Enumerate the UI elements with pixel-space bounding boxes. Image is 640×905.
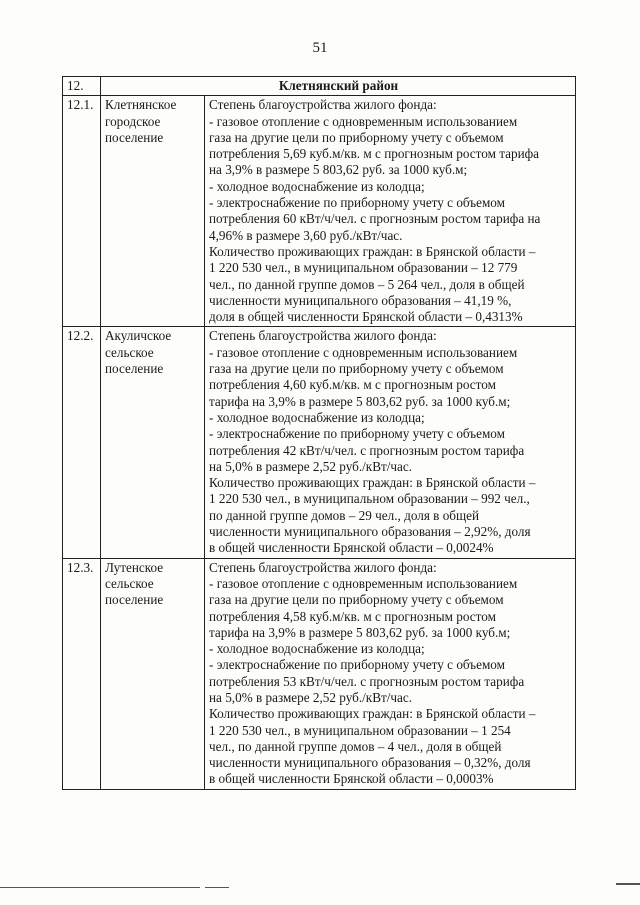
table-body bbox=[63, 77, 576, 790]
description-line: чел., по данной группе домов – 4 чел., доля в общей bbox=[209, 738, 502, 754]
description-line: потребления 53 кВт/ч/чел. с прогнозным ростом тарифа bbox=[209, 673, 525, 689]
description-line: потребления 42 кВт/ч/чел. с прогнозным ростом тарифа bbox=[209, 442, 525, 458]
settlements-table bbox=[62, 76, 576, 790]
description-line: тарифа на 3,9% в размере 5 803,62 руб. за 1000 куб.м; bbox=[209, 393, 511, 409]
settlement-name-line: Акуличское bbox=[105, 328, 172, 344]
description-line: на 5,0% в размере 2,52 руб./кВт/час. bbox=[209, 689, 413, 705]
table-header-row bbox=[63, 77, 576, 96]
description-line: численности муниципального образования – 2,92%, доля bbox=[209, 524, 531, 540]
row-number: 12.2. bbox=[63, 327, 101, 558]
description-line: потребления 5,69 куб.м/кв. м с прогнозным ростом тарифа bbox=[209, 146, 540, 162]
description-line: чел., по данной группе домов – 5 264 чел., доля в общей bbox=[209, 276, 525, 292]
settlement-name-line: Лутенское bbox=[105, 559, 164, 575]
description-line: - холодное водоснабжение из колодца; bbox=[209, 409, 425, 425]
description-line: 1 220 530 чел., в муниципальном образовании – 12 779 bbox=[209, 260, 518, 276]
description-line: численности муниципального образования – 0,32%, доля bbox=[209, 755, 531, 771]
region-title: Клетнянский район bbox=[101, 77, 576, 96]
description-line: Степень благоустройства жилого фонда: bbox=[209, 559, 437, 575]
settlement-description bbox=[205, 327, 576, 558]
description-line: 4,96% в размере 3,60 руб./кВт/час. bbox=[209, 227, 403, 243]
description-line: на 3,9% в размере 5 803,62 руб. за 1000 куб.м; bbox=[209, 162, 468, 178]
description-line: газа на другие цели по приборному учету с объемом bbox=[209, 361, 504, 377]
description-line: потребления 4,58 куб.м/кв. м с прогнозным ростом bbox=[209, 608, 496, 624]
table-row bbox=[63, 558, 576, 789]
description-line: потребления 4,60 куб.м/кв. м с прогнозным ростом bbox=[209, 377, 496, 393]
settlement-name-line: Клетнянское bbox=[105, 97, 177, 113]
settlement-name bbox=[101, 96, 205, 327]
scan-artifact-line bbox=[205, 887, 229, 888]
description-line: Количество проживающих граждан: в Брянской области – bbox=[209, 475, 536, 491]
description-line: в общей численности Брянской области – 0,0024% bbox=[209, 540, 494, 556]
description-line: потребления 60 кВт/ч/чел. с прогнозным ростом тарифа на bbox=[209, 211, 541, 227]
description-line: - газовое отопление с одновременным использованием bbox=[209, 575, 518, 591]
description-line: в общей численности Брянской области – 0,0003% bbox=[209, 771, 494, 787]
description-line: на 5,0% в размере 2,52 руб./кВт/час. bbox=[209, 458, 413, 474]
scan-artifact-line bbox=[616, 883, 640, 885]
description-line: численности муниципального образования – 41,19 %, bbox=[209, 292, 512, 308]
description-line: - электроснабжение по приборному учету с объемом bbox=[209, 195, 505, 211]
description-line: Количество проживающих граждан: в Брянской области – bbox=[209, 243, 536, 259]
settlement-name-line: сельское bbox=[105, 344, 154, 360]
description-line: - холодное водоснабжение из колодца; bbox=[209, 641, 425, 657]
settlement-name-line: сельское bbox=[105, 575, 154, 591]
settlement-name-line: поселение bbox=[105, 361, 164, 377]
settlement-name-line: поселение bbox=[105, 592, 164, 608]
description-line: по данной группе домов – 29 чел., доля в общей bbox=[209, 507, 480, 523]
settlement-name bbox=[101, 327, 205, 558]
table-row bbox=[63, 96, 576, 327]
settlement-name-line: поселение bbox=[105, 129, 164, 145]
description-line: Количество проживающих граждан: в Брянской области – bbox=[209, 706, 536, 722]
settlement-description bbox=[205, 96, 576, 327]
description-line: - газовое отопление с одновременным использованием bbox=[209, 344, 518, 360]
scan-artifact-line bbox=[0, 887, 200, 888]
row-number: 12.3. bbox=[63, 558, 101, 789]
page-number: 51 bbox=[312, 40, 328, 56]
table-row bbox=[63, 327, 576, 558]
description-line: - электроснабжение по приборному учету с объемом bbox=[209, 426, 505, 442]
settlement-name-line: городское bbox=[105, 113, 161, 129]
description-line: доля в общей численности Брянской области – 0,4313% bbox=[209, 309, 523, 325]
settlement-description bbox=[205, 558, 576, 789]
description-line: тарифа на 3,9% в размере 5 803,62 руб. за 1000 куб.м; bbox=[209, 624, 511, 640]
settlement-name bbox=[101, 558, 205, 789]
row-number: 12.1. bbox=[63, 96, 101, 327]
description-line: газа на другие цели по приборному учету с объемом bbox=[209, 592, 504, 608]
description-line: - электроснабжение по приборному учету с объемом bbox=[209, 657, 505, 673]
description-line: - газовое отопление с одновременным использованием bbox=[209, 113, 518, 129]
description-line: 1 220 530 чел., в муниципальном образовании – 992 чел., bbox=[209, 491, 530, 507]
description-line: 1 220 530 чел., в муниципальном образовании – 1 254 bbox=[209, 722, 511, 738]
description-line: - холодное водоснабжение из колодца; bbox=[209, 178, 425, 194]
description-line: Степень благоустройства жилого фонда: bbox=[209, 97, 437, 113]
description-line: Степень благоустройства жилого фонда: bbox=[209, 328, 437, 344]
section-number: 12. bbox=[63, 77, 101, 96]
description-line: газа на другие цели по приборному учету с объемом bbox=[209, 129, 504, 145]
